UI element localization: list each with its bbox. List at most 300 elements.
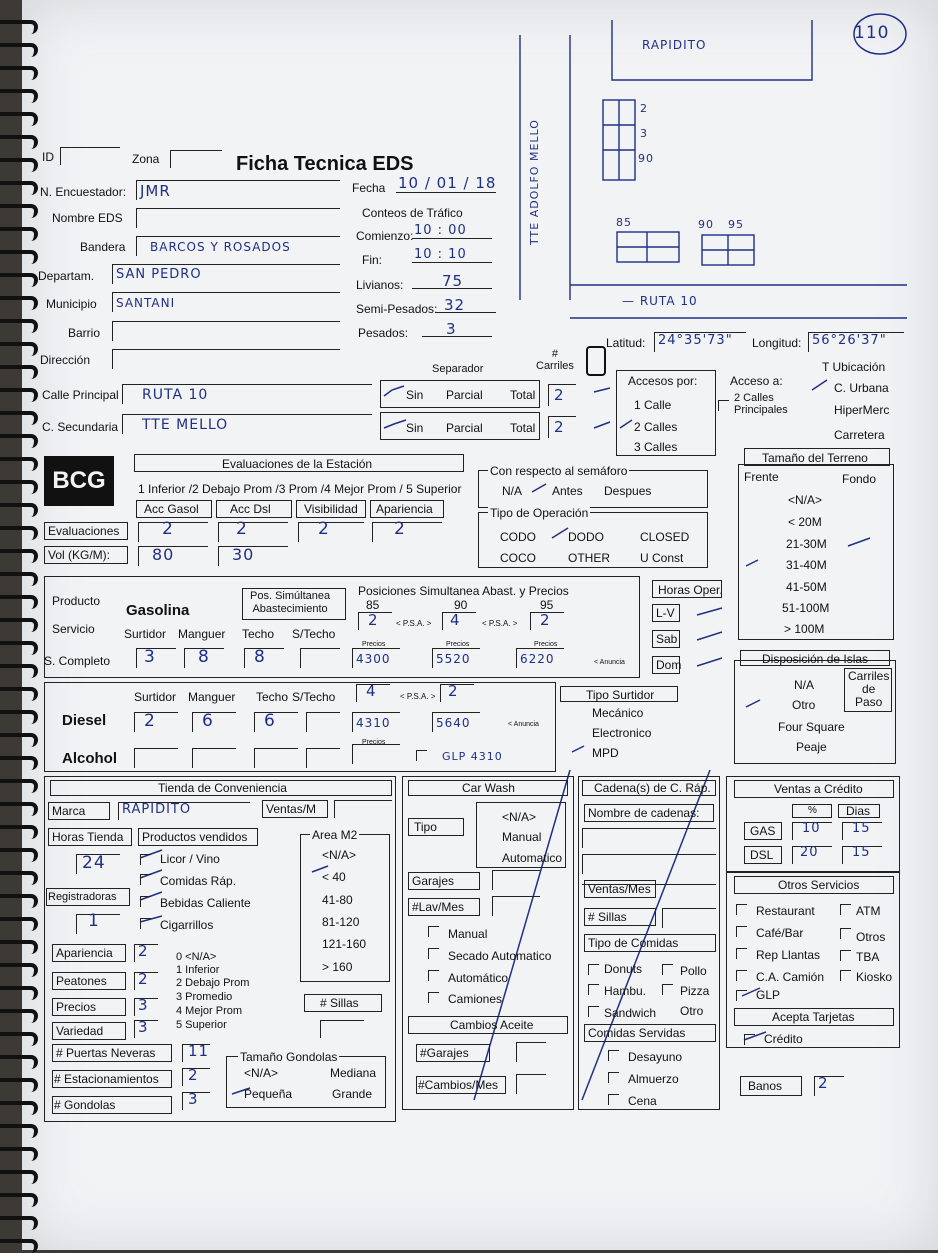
- carriles-paso: Carriles de Paso: [848, 669, 890, 709]
- sketch-store-name: RAPIDITO: [642, 38, 707, 52]
- otros-title: Otros Servicios: [778, 878, 860, 892]
- serv-desayuno-check[interactable]: [608, 1050, 619, 1061]
- otros-cafe-check[interactable]: [736, 926, 747, 937]
- binder-ring: [0, 940, 38, 954]
- pos-90-value: 4: [450, 611, 461, 629]
- terreno-title: Tamaño del Terreno: [762, 451, 868, 465]
- sep2-sin[interactable]: Sin: [406, 421, 424, 435]
- eval-acc-dsl[interactable]: [218, 519, 288, 542]
- serv-cena-check[interactable]: [608, 1094, 619, 1105]
- carriles-label: # Carriles: [536, 348, 574, 372]
- cw-camiones-check[interactable]: [428, 992, 439, 1003]
- binder-ring: [0, 687, 38, 701]
- horas-sab: Sab: [656, 632, 678, 646]
- prod-bebidas: Bebidas Caliente: [160, 896, 251, 910]
- comida-hambu: Hambu.: [604, 984, 647, 998]
- id-label: ID: [42, 150, 54, 164]
- gas-manguer-value: 8: [198, 647, 210, 667]
- survey-sheet: [22, 0, 938, 1250]
- binder-ring: [0, 1193, 38, 1207]
- glp-price: GLP 4310: [442, 750, 503, 763]
- comienzo-label: Comienzo:: [356, 229, 414, 243]
- otros-tba: TBA: [856, 950, 880, 964]
- cw-tipo-manual[interactable]: Manual: [502, 830, 542, 844]
- otros-otros: Otros: [856, 930, 886, 944]
- fecha-value: 10 / 01 / 18: [398, 174, 497, 192]
- sketch-route: — RUTA 10: [622, 294, 698, 308]
- marca-value: RAPIDITO: [122, 802, 192, 817]
- prod-comidas-check[interactable]: [140, 874, 151, 885]
- gondolas-value: 3: [188, 1090, 199, 1108]
- islas-peaje[interactable]: Peaje: [796, 740, 827, 754]
- horas-title: Horas Oper.: [658, 583, 723, 597]
- tipo-comidas-label: Tipo de Comidas: [588, 936, 679, 950]
- vol-dsl-value: 30: [232, 545, 255, 564]
- credito-dsl-pct: 20: [800, 845, 819, 860]
- ubicacion-urbana[interactable]: C. Urbana: [834, 381, 889, 395]
- dsl-precios-label: Precios: [362, 739, 386, 746]
- col-apariencia-label: Apariencia: [376, 502, 433, 516]
- acceso-2calles-principales: 2 Calles Principales: [734, 392, 788, 416]
- semaforo-antes[interactable]: Antes: [552, 484, 583, 498]
- comida-sandwich-check[interactable]: [588, 1006, 599, 1017]
- op-closed[interactable]: CLOSED: [640, 530, 690, 544]
- op-codo[interactable]: CODO: [500, 530, 536, 544]
- prod-cigarrillos: Cigarrillos: [160, 918, 214, 932]
- binder-ring: [0, 802, 38, 816]
- op-uconst[interactable]: U Const: [640, 551, 684, 565]
- calle-secundaria-value: TTE MELLO: [142, 417, 229, 433]
- diesel-name: Diesel: [62, 712, 107, 729]
- binder-ring: [0, 1170, 38, 1184]
- dsl-manguer-value: 6: [202, 711, 214, 731]
- marca-label: Marca: [52, 804, 86, 818]
- area-121-160[interactable]: 121-160: [322, 937, 367, 951]
- municipio-value: SANTANI: [116, 296, 176, 310]
- otros-otros-check[interactable]: [840, 928, 851, 939]
- fin-label: Fin:: [362, 253, 383, 267]
- surtidor-electronico[interactable]: Electronico: [592, 726, 652, 740]
- latitud-label: Latitud:: [606, 336, 646, 350]
- sketch-label-3: 3: [640, 127, 648, 140]
- dsl-manguer[interactable]: [192, 712, 236, 732]
- scale-4: 4 Mejor Prom: [176, 1005, 243, 1017]
- gas-col-surtidor: Surtidor: [124, 627, 167, 641]
- carriles-secundaria-value: 2: [554, 418, 565, 436]
- cadena-sillas-label: # Sillas: [588, 910, 627, 924]
- accesos-1calle[interactable]: 1 Calle: [634, 398, 672, 412]
- calle-principal-value: RUTA 10: [142, 387, 209, 403]
- credito-dsl: DSL: [750, 848, 774, 862]
- binder-ring: [0, 618, 38, 632]
- zona-label: Zona: [132, 152, 160, 166]
- cw-automatico-check[interactable]: [428, 970, 439, 981]
- comidas-servidas-label: Comidas Servidas: [588, 1026, 686, 1040]
- binder-ring: [0, 549, 38, 563]
- serv-desayuno: Desayuno: [628, 1050, 683, 1064]
- binder-ring: [0, 250, 38, 264]
- eval-visibilidad[interactable]: [298, 519, 364, 542]
- otros-kiosko-check[interactable]: [840, 970, 851, 981]
- ventas-m-field[interactable]: [334, 800, 392, 818]
- prod-comidas: Comidas Ráp.: [160, 874, 237, 888]
- terreno-row-31-40[interactable]: 31-40M: [786, 558, 827, 572]
- scale-5: 5 Superior: [176, 1019, 227, 1031]
- binder-ring: [0, 480, 38, 494]
- binder-ring: [0, 20, 38, 34]
- cw-garajes-label: Garajes: [412, 874, 455, 888]
- cadena-title: Cadena(s) de C. Ráp.: [594, 781, 711, 795]
- comida-pollo-check[interactable]: [662, 964, 673, 975]
- tam-grande[interactable]: Grande: [332, 1087, 373, 1101]
- cadena-sillas-field[interactable]: [662, 908, 716, 928]
- binder-ring: [0, 319, 38, 333]
- terreno-row-41-50[interactable]: 41-50M: [786, 580, 827, 594]
- psa-1: < P.S.A. >: [396, 619, 432, 628]
- peatones-label: Peatones: [56, 974, 107, 988]
- longitud-value: 56°26'37": [812, 333, 887, 348]
- bandera-label: Bandera: [80, 240, 126, 254]
- dsl-pos-1-value: 4: [366, 682, 377, 700]
- cw-tipo-automatico[interactable]: Automatico: [502, 851, 563, 865]
- sketch-label-90: 90: [638, 152, 654, 165]
- binder-ring: [0, 664, 38, 678]
- prod-licor-check[interactable]: [140, 854, 151, 865]
- traffic-light-icon: [586, 346, 606, 376]
- ubicacion-hipermerc[interactable]: HiperMerc: [834, 403, 890, 417]
- banos-label: Banos: [748, 1079, 783, 1093]
- alc-manguer[interactable]: [192, 748, 236, 768]
- cw-manual-check[interactable]: [428, 926, 439, 937]
- otros-llantas-check[interactable]: [736, 948, 747, 959]
- binder-ring: [0, 388, 38, 402]
- tarjetas-credito-check[interactable]: [744, 1034, 755, 1045]
- location-sketch: [520, 20, 907, 318]
- tienda-sillas-field[interactable]: [320, 1020, 364, 1038]
- pos-85-value: 2: [368, 611, 379, 629]
- prod-bebidas-check[interactable]: [140, 896, 151, 907]
- col-acc-gasol-label: Acc Gasol: [144, 502, 199, 516]
- departamento-label: Departam.: [38, 269, 95, 283]
- gas-col-manguer: Manguer: [178, 627, 226, 641]
- registradoras-value: 1: [88, 911, 100, 931]
- op-other[interactable]: OTHER: [568, 551, 610, 565]
- otros-restaurant: Restaurant: [756, 904, 815, 918]
- sep2-total[interactable]: Total: [510, 421, 536, 435]
- dsl-surtidor-value: 2: [144, 711, 156, 731]
- prod-licor: Licor / Vino: [160, 852, 220, 866]
- nombre-eds-field[interactable]: [136, 208, 340, 228]
- sketch-pump-95: 95: [728, 218, 744, 231]
- zona-field[interactable]: [170, 150, 222, 168]
- variedad-label: Variedad: [56, 1024, 104, 1038]
- binder-ring: [0, 89, 38, 103]
- pesados-label: Pesados:: [358, 326, 409, 340]
- registradoras-label: Registradoras: [48, 891, 117, 903]
- conteos-label: Conteos de Tráfico: [362, 206, 463, 220]
- tam-mediana[interactable]: Mediana: [330, 1066, 377, 1080]
- cambios-mes-field[interactable]: [516, 1074, 546, 1094]
- nombre-cadenas-label: Nombre de cadenas:: [588, 806, 700, 820]
- terreno-row-51-100[interactable]: 51-100M: [782, 601, 830, 615]
- id-field[interactable]: [60, 147, 120, 165]
- cw-camiones: Camiones: [448, 992, 503, 1006]
- dsl-col-manguer: Manguer: [188, 690, 236, 704]
- cw-secado: Secado Automatico: [448, 949, 552, 963]
- cw-manual: Manual: [448, 927, 488, 941]
- credito-gas-pct: 10: [802, 821, 821, 836]
- area-41-80[interactable]: 41-80: [322, 893, 353, 907]
- bandera-value: BARCOS Y ROSADOS: [150, 240, 291, 254]
- terreno-row-na[interactable]: <N/A>: [788, 493, 823, 507]
- terreno-row-21-30[interactable]: 21-30M: [786, 537, 827, 551]
- otros-camion-check[interactable]: [736, 970, 747, 981]
- ubicacion-carretera[interactable]: Carretera: [834, 428, 885, 442]
- gas-surtidor[interactable]: [136, 648, 176, 668]
- gas-col-techo: Techo: [242, 627, 275, 641]
- livianos-value: 75: [442, 272, 464, 290]
- cw-lav-field[interactable]: [492, 896, 540, 916]
- sep-total[interactable]: Total: [510, 388, 536, 402]
- comida-hambu-check[interactable]: [588, 984, 599, 995]
- accesos-2calles[interactable]: 2 Calles: [634, 420, 678, 434]
- apariencia-label: Apariencia: [56, 946, 113, 960]
- otros-atm-check[interactable]: [840, 904, 851, 915]
- binder-ring: [0, 503, 38, 517]
- area-label: Area M2: [312, 828, 358, 842]
- alc-techo[interactable]: [254, 748, 298, 768]
- serv-cena: Cena: [628, 1094, 657, 1108]
- comida-pizza-check[interactable]: [662, 984, 673, 995]
- alc-stecho[interactable]: [306, 748, 340, 768]
- binder-ring: [0, 894, 38, 908]
- binder-ring: [0, 1124, 38, 1138]
- binder-ring: [0, 43, 38, 57]
- precios-label: Precios: [56, 1000, 97, 1014]
- precios-95-label: Precios: [534, 641, 558, 648]
- eval-apariencia-value: 2: [394, 519, 406, 539]
- eval-acc-dsl-value: 2: [236, 519, 248, 539]
- tam-gondolas-title: Tamaño Gondolas: [240, 1050, 338, 1064]
- binder-ring: [0, 227, 38, 241]
- cadena-field-2[interactable]: [582, 854, 716, 874]
- otros-tba-check[interactable]: [840, 950, 851, 961]
- serv-almuerzo-check[interactable]: [608, 1072, 619, 1083]
- comida-sandwich: Sandwich: [604, 1006, 657, 1020]
- terreno-row-100[interactable]: > 100M: [784, 622, 825, 636]
- dsl-psa: < P.S.A. >: [400, 692, 436, 701]
- surtidor-mecanico[interactable]: Mecánico: [592, 706, 644, 720]
- municipio-label: Municipio: [46, 297, 97, 311]
- binder-ring: [0, 526, 38, 540]
- prod-cigarrillos-check[interactable]: [140, 918, 151, 929]
- credito-gas-dias: 15: [852, 821, 871, 836]
- binder-ring: [0, 434, 38, 448]
- horas-dom: Dom: [656, 658, 682, 672]
- dsl-price-1-value: 4310: [356, 716, 391, 730]
- estac-value: 2: [188, 1066, 199, 1084]
- binder-ring: [0, 411, 38, 425]
- gas-stecho[interactable]: [300, 648, 340, 668]
- barrio-field[interactable]: [112, 321, 340, 341]
- tam-na[interactable]: <N/A>: [244, 1066, 279, 1080]
- cw-lav-label: #Lav/Mes: [412, 900, 465, 914]
- area-40[interactable]: < 40: [322, 870, 346, 884]
- cambios-garajes-field[interactable]: [516, 1042, 546, 1062]
- cw-garajes-field[interactable]: [492, 870, 540, 890]
- area-na[interactable]: <N/A>: [322, 848, 357, 862]
- pos-sim-abast-title: Posiciones Simultanea Abast. y Precios: [358, 584, 569, 598]
- surtidor-mpd[interactable]: MPD: [592, 746, 619, 760]
- semi-pesados-label: Semi-Pesados:: [356, 302, 438, 316]
- binder-ring: [0, 457, 38, 471]
- otros-camion: C.A. Camión: [756, 970, 825, 984]
- scale-0: 0 <N/A>: [176, 951, 217, 963]
- dsl-techo-value: 6: [264, 711, 276, 731]
- ubicacion-title: T Ubicación: [822, 360, 886, 374]
- cadena-field-1[interactable]: [582, 828, 716, 848]
- binder-ring: [0, 871, 38, 885]
- area-81-120[interactable]: 81-120: [322, 915, 360, 929]
- servicio-label: Servicio: [52, 622, 95, 636]
- horas-lv: L-V: [656, 606, 675, 620]
- semaforo-title: Con respecto al semáforo: [490, 464, 628, 478]
- comida-donuts: Donuts: [604, 962, 643, 976]
- dsl-stecho[interactable]: [306, 712, 340, 732]
- op-coco[interactable]: COCO: [500, 551, 536, 565]
- col-visibilidad-label: Visibilidad: [304, 502, 358, 516]
- acceso-2calles-check[interactable]: [718, 400, 729, 411]
- alc-surtidor[interactable]: [134, 748, 178, 768]
- otros-glp-check[interactable]: [736, 990, 747, 1001]
- dsl-surtidor[interactable]: [134, 712, 178, 732]
- dsl-techo[interactable]: [254, 712, 298, 732]
- otros-restaurant-check[interactable]: [736, 904, 747, 915]
- credito-pct: %: [808, 805, 817, 816]
- cw-secado-check[interactable]: [428, 948, 439, 959]
- sep-sin[interactable]: Sin: [406, 388, 424, 402]
- binder-ring: [0, 273, 38, 287]
- encuestador-label: N. Encuestador:: [40, 185, 127, 199]
- direccion-field[interactable]: [112, 349, 340, 369]
- otros-kiosko: Kiosko: [856, 970, 893, 984]
- glp-check[interactable]: [416, 750, 427, 761]
- price-90-value: 5520: [436, 652, 471, 666]
- sep2-parcial[interactable]: Parcial: [446, 421, 483, 435]
- precios-value: 3: [138, 996, 149, 1014]
- completo-label: S. Completo: [44, 654, 111, 668]
- tam-pequena[interactable]: Pequeña: [244, 1087, 293, 1101]
- form-number: 110: [854, 23, 890, 43]
- sketch-label-2: 2: [640, 102, 648, 115]
- variedad-value: 3: [138, 1018, 149, 1036]
- binder-ring: [0, 1216, 38, 1230]
- sep-parcial[interactable]: Parcial: [446, 388, 483, 402]
- col-acc-dsl-label: Acc Dsl: [230, 502, 271, 516]
- gas-surtidor-value: 3: [144, 647, 156, 667]
- neveras-value: 11: [188, 1042, 210, 1060]
- livianos-label: Livianos:: [356, 278, 404, 292]
- price-95-value: 6220: [520, 652, 555, 666]
- pos-simultanea-title: Pos. Simúltanea Abastecimiento: [250, 590, 331, 615]
- operacion-title: Tipo de Operación: [490, 506, 589, 520]
- op-dodo[interactable]: DODO: [568, 530, 604, 544]
- alc-price[interactable]: [352, 744, 400, 764]
- binder-ring: [0, 963, 38, 977]
- binder-ring: [0, 204, 38, 218]
- latitud-value: 24°35'73": [658, 333, 733, 348]
- vol-label: Vol (KG/M):: [48, 548, 111, 562]
- comida-pizza: Pizza: [680, 984, 710, 998]
- comida-donuts-check[interactable]: [588, 964, 599, 975]
- pos-95-value: 2: [540, 611, 551, 629]
- binder-ring: [0, 1009, 38, 1023]
- precios-90-label: Precios: [446, 641, 470, 648]
- dsl-pos-2-value: 2: [448, 682, 459, 700]
- binder-ring: [0, 135, 38, 149]
- binder-ring: [0, 112, 38, 126]
- estac-label: # Estacionamientos: [54, 1072, 159, 1086]
- carwash-title: Car Wash: [462, 781, 515, 795]
- cw-tipo-na[interactable]: <N/A>: [502, 810, 537, 824]
- binder-ring: [0, 917, 38, 931]
- cambios-garajes-label: #Garajes: [420, 1046, 469, 1060]
- credito-title: Ventas a Crédito: [774, 782, 863, 796]
- binder-ring: [0, 365, 38, 379]
- longitud-label: Longitud:: [752, 336, 802, 350]
- islas-otro[interactable]: Otro: [792, 698, 816, 712]
- islas-title: Disposición de Islas: [762, 652, 869, 666]
- semaforo-despues[interactable]: Despues: [604, 484, 652, 498]
- comida-pollo: Pollo: [680, 964, 707, 978]
- alcohol-name: Alcohol: [62, 750, 117, 767]
- terreno-fondo: Fondo: [842, 472, 877, 486]
- islas-na[interactable]: N/A: [794, 678, 815, 692]
- tarjetas-credito: Crédito: [764, 1032, 803, 1046]
- islas-four-square[interactable]: Four Square: [778, 720, 845, 734]
- otros-glp: GLP: [756, 988, 781, 1002]
- area-160[interactable]: > 160: [322, 960, 353, 974]
- calle-secundaria-label: C. Secundaria: [42, 420, 119, 434]
- comida-otro: Otro: [680, 1004, 704, 1018]
- credito-dias: Dias: [846, 804, 871, 818]
- horas-tienda-label: Horas Tienda: [52, 830, 124, 844]
- binder-ring: [0, 848, 38, 862]
- anuncia-label: < Anuncia: [594, 659, 625, 666]
- binder-ring: [0, 296, 38, 310]
- scale-3: 3 Promedio: [176, 991, 233, 1003]
- nombre-eds-label: Nombre EDS: [52, 211, 123, 225]
- evaluaciones-title: Evaluaciones de la Estación: [222, 457, 373, 471]
- bcg-logo: BCG: [44, 456, 114, 506]
- binder-ring: [0, 986, 38, 1000]
- credito-dsl-dias: 15: [852, 845, 871, 860]
- binder-ring: [0, 779, 38, 793]
- ventas-m-label: Ventas/M: [266, 802, 317, 816]
- eval-acc-gasol-value: 2: [162, 519, 174, 539]
- semaforo-na[interactable]: N/A: [502, 484, 523, 498]
- terreno-row-20[interactable]: < 20M: [788, 515, 822, 529]
- dsl-anuncia: < Anuncia: [508, 721, 539, 728]
- otros-atm: ATM: [856, 904, 881, 918]
- evaluaciones-scale: 1 Inferior /2 Debajo Prom /3 Prom /4 Mejor Prom / 5 Superior: [138, 482, 462, 496]
- accesos-3calles[interactable]: 3 Calles: [634, 440, 678, 454]
- cadena-ventas-field[interactable]: [582, 884, 716, 904]
- eval-apariencia[interactable]: [372, 519, 442, 542]
- scale-1: 1 Inferior: [176, 964, 220, 976]
- octane-85: 85: [366, 598, 380, 612]
- separador-label: Separador: [432, 363, 484, 375]
